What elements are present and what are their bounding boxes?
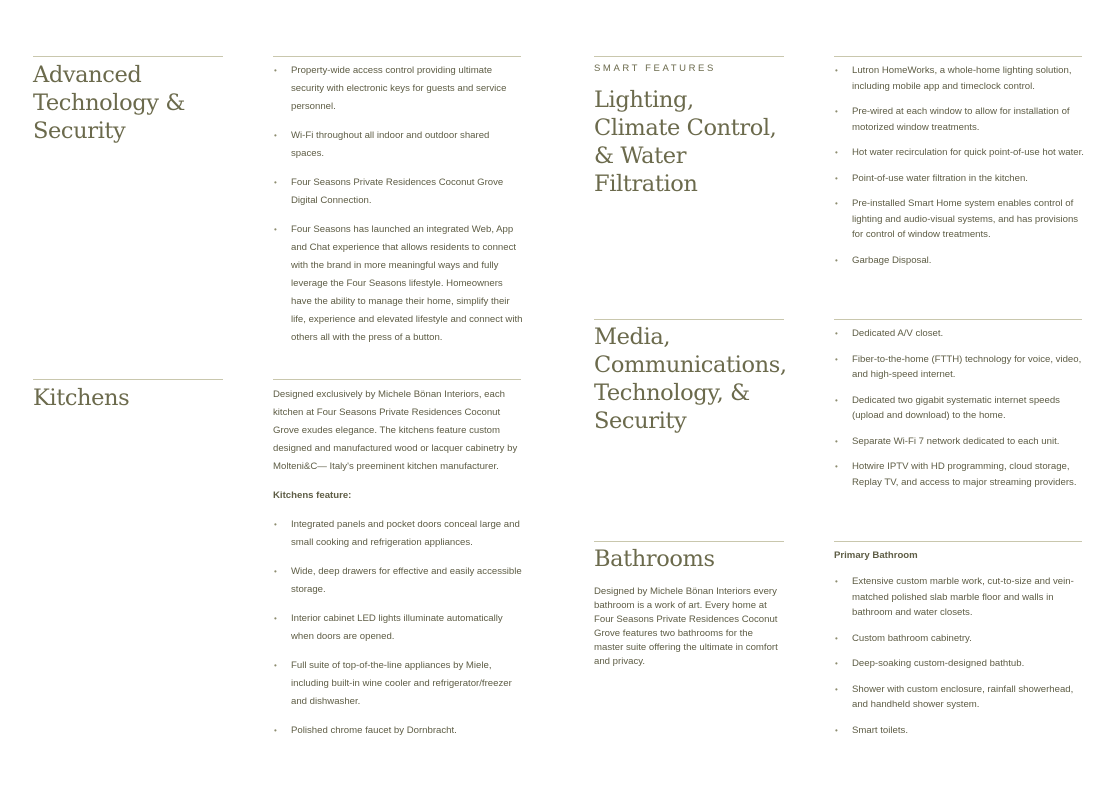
section-title-kitchens: Kitchens (33, 385, 130, 411)
divider (834, 319, 1082, 320)
list-item: • Separate Wi-Fi 7 network dedicated to each unit. (834, 434, 1084, 450)
list-item: • Hotwire IPTV with HD programming, cloud storage, Replay TV, and access to major streaming providers. (834, 459, 1084, 490)
list-item: • Dedicated two gigabit systematic internet speeds (upload and download) to the home. (834, 393, 1084, 424)
security-bullet-list (273, 62, 523, 358)
list-item: • Garbage Disposal. (834, 253, 1084, 269)
list-item: • Four Seasons has launched an integrated Web, App and Chat experience that allows residents to connect with the brand in more meaningful ways and fully leverage the Four Seasons lifestyle. Homeowners have the ability to manage their home, simplify their life, experience and elevated lifestyle and connect with others all with the press of a button. (273, 221, 523, 347)
list-item: • Deep-soaking custom-designed bathtub. (834, 656, 1084, 672)
media-bullet-list (834, 326, 1084, 500)
list-item: • Fiber-to-the-home (FTTH) technology for voice, video, and high-speed internet. (834, 352, 1084, 383)
list-item: • Shower with custom enclosure, rainfall showerhead, and handheld shower system. (834, 682, 1084, 713)
kitchens-subheading: Kitchens feature: (273, 490, 352, 501)
list-item: • Polished chrome faucet by Dornbracht. (273, 722, 523, 740)
divider (834, 56, 1082, 57)
list-item: • Four Seasons Private Residences Coconut Grove Digital Connection. (273, 174, 523, 210)
list-item: • Pre-wired at each window to allow for installation of motorized window treatments. (834, 104, 1084, 135)
section-title-media: Media, Communications, Technology, & Security (594, 324, 787, 434)
bathrooms-intro: Designed by Michele Bönan Interiors every bathroom is a work of art. Every home at Four Seasons Private Residences Coconut Grove features two bathrooms for the master suite offering the ultimate in comfort and privacy. (594, 586, 778, 667)
section-eyebrow: SMART FEATURES (594, 63, 716, 74)
list-item: • Lutron HomeWorks, a whole-home lighting solution, including mobile app and timeclock control. (834, 63, 1084, 94)
list-item: • Property-wide access control providing ultimate security with electronic keys for guests and service personnel. (273, 62, 523, 116)
list-item: • Point-of-use water filtration in the kitchen. (834, 171, 1084, 187)
divider (33, 56, 223, 57)
kitchens-intro: Designed exclusively by Michele Bönan Interiors, each kitchen at Four Seasons Private Residences Coconut Grove exudes elegance. The kitchens feature custom designed and manufactured wood or lacquer cabinetry by Molteni&C— Italy's preeminent kitchen manufacturer. (273, 389, 518, 472)
section-title-bathrooms: Bathrooms (594, 546, 715, 572)
list-item: • Extensive custom marble work, cut-to-size and vein-matched polished slab marble floor and walls in bathroom and water closets. (834, 574, 1084, 621)
bathrooms-subheading: Primary Bathroom (834, 550, 918, 561)
list-item: • Hot water recirculation for quick point-of-use hot water. (834, 145, 1084, 161)
divider (834, 541, 1082, 542)
divider (273, 56, 521, 57)
divider (594, 56, 784, 57)
list-item: • Full suite of top-of-the-line appliances by Miele, including built-in wine cooler and refrigerator/freezer and dishwasher. (273, 657, 523, 711)
list-item: • Interior cabinet LED lights illuminate automatically when doors are opened. (273, 610, 523, 646)
bathrooms-bullet-list (834, 574, 1084, 748)
divider (273, 379, 521, 380)
list-item: • Wi-Fi throughout all indoor and outdoor shared spaces. (273, 127, 523, 163)
divider (33, 379, 223, 380)
divider (594, 541, 784, 542)
list-item: • Pre-installed Smart Home system enables control of lighting and audio-visual systems, and has provisions for control of window treatments. (834, 196, 1084, 243)
section-title-security: Advanced Technology & Security (33, 62, 185, 144)
smart-bullet-list (834, 63, 1084, 278)
section-title-smart: Lighting, Climate Control, & Water Filtration (594, 87, 777, 197)
list-item: • Dedicated A/V closet. (834, 326, 1084, 342)
list-item: • Wide, deep drawers for effective and easily accessible storage. (273, 563, 523, 599)
divider (594, 319, 784, 320)
kitchens-bullet-list (273, 516, 523, 751)
list-item: • Smart toilets. (834, 723, 1084, 739)
list-item: • Custom bathroom cabinetry. (834, 631, 1084, 647)
list-item: • Integrated panels and pocket doors conceal large and small cooking and refrigeration appliances. (273, 516, 523, 552)
